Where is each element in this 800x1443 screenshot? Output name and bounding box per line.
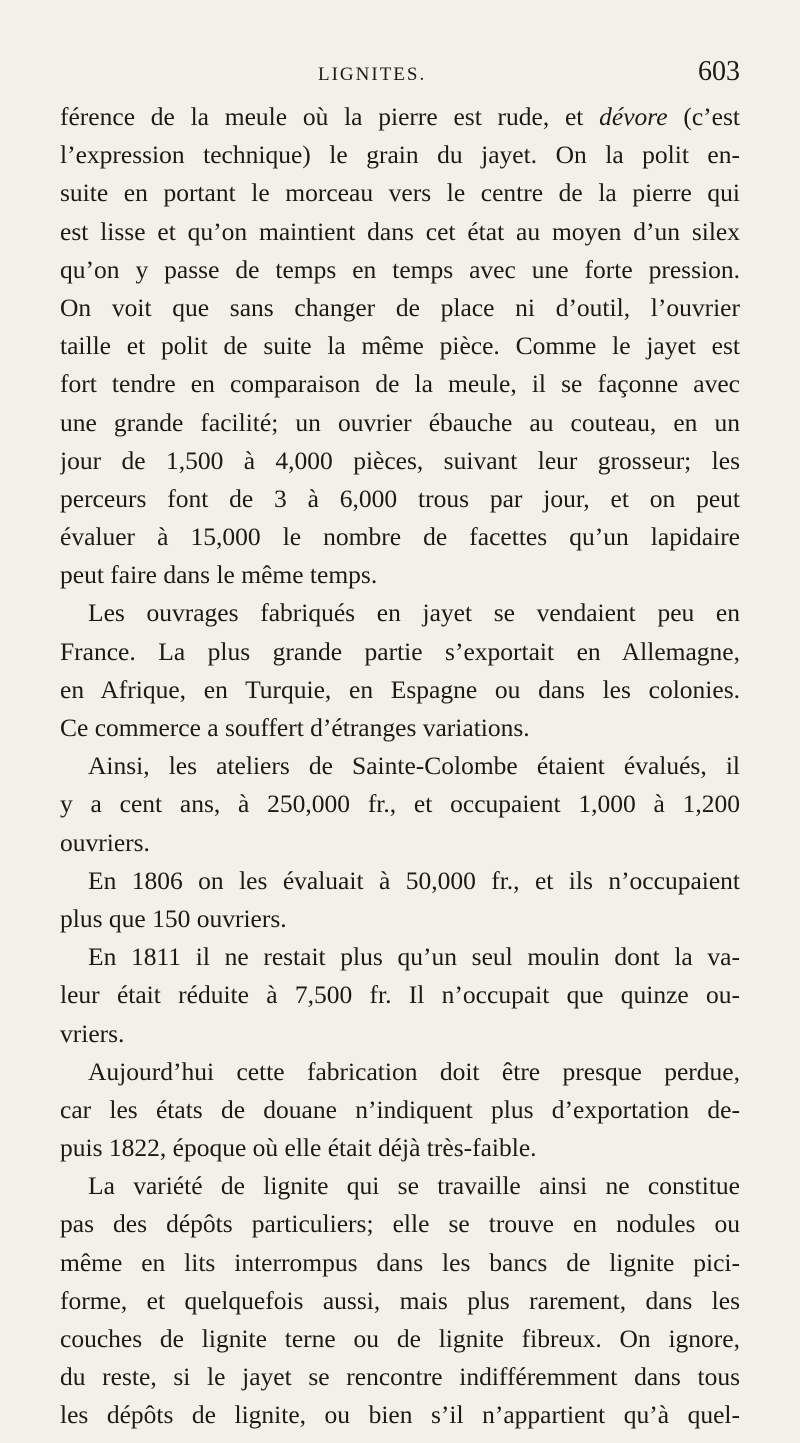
text-line: jour de 1,500 à 4,000 pièces, suivant leur grosseur; les [60,445,740,475]
text-line: puis 1822, époque où elle était déjà très-faible. [60,1133,537,1163]
italic-term: dévore [599,102,668,131]
text-line: Ce commerce a souffert d’étranges variations. [60,713,530,742]
text-line: En 1811 il ne restait plus qu’un seul moulin dont la va- [88,942,740,972]
running-title: LIGNITES. [318,64,427,85]
text-line: Aujourd’hui cette fabrication doit être presque perdue, [88,1056,740,1086]
page-number: 603 [698,56,740,87]
text-line: perceurs font de 3 à 6,000 trous par jour, et on peut [60,483,740,513]
text-line: On voit que sans changer de place ni d’outil, l’ouvrier [60,292,740,322]
text-line: car les états de douane n’indiquent plus d’exportation de- [60,1094,740,1124]
text-line: fort tendre en comparaison de la meule, il se façonne avec [60,369,740,399]
text-line: La variété de lignite qui se travaille ainsi ne constitue [88,1171,740,1201]
text-line: y a cent ans, à 250,000 fr., et occupaient 1,000 à 1,200 [60,789,740,819]
text-line: évaluer à 15,000 le nombre de facettes qu’un lapidaire [60,522,740,552]
text-line: du reste, si le jayet se rencontre indifféremment dans tous [60,1362,740,1392]
text-line: férence de la meule où la pierre est rude, et dévore (c’est [60,102,740,131]
text-line: peut faire dans le même temps. [60,560,378,590]
text-line: leur était réduite à 7,500 fr. Il n’occupait que quinze ou- [60,980,740,1010]
text-line: taille et polit de suite la même pièce. Comme le jayet est [60,331,740,361]
text-line: forme, et quelquefois aussi, mais plus rarement, dans les [60,1285,740,1315]
text-line: couches de lignite terne ou de lignite fibreux. On ignore, [60,1324,740,1353]
text-line: une grande facilité; un ouvrier ébauche au couteau, en un [60,407,740,437]
text-line: les dépôts de lignite, ou bien s’il n’appartient qu’à quel- [60,1400,740,1430]
text-line: est lisse et qu’on maintient dans cet état au moyen d’un silex [60,216,740,246]
text-line: même en lits interrompus dans les bancs de lignite pici- [60,1247,740,1277]
body-text [60,98,740,1435]
text-line: ouvriers. [60,827,150,857]
text-line: suite en portant le morceau vers le centre de la pierre qui [60,178,740,208]
text-line: vriers. [60,1018,125,1048]
text-line: en Afrique, en Turquie, en Espagne ou dans les colonies. [60,674,740,704]
text-line: pas des dépôts particuliers; elle se trouve en nodules ou [60,1209,740,1239]
text-line: qu’on y passe de temps en temps avec une forte pression. [60,254,740,284]
text-line: l’expression technique) le grain du jayet. On la polit en- [60,140,740,170]
text-line: Les ouvrages fabriqués en jayet se vendaient peu en [88,598,740,628]
page-header [0,56,800,96]
text-line: Ainsi, les ateliers de Sainte-Colombe étaient évalués, il [88,751,740,781]
text-line: En 1806 on les évaluait à 50,000 fr., et ils n’occupaient [88,865,740,895]
text-line: plus que 150 ouvriers. [60,903,287,933]
text-line: France. La plus grande partie s’exportait en Allemagne, [60,636,740,666]
